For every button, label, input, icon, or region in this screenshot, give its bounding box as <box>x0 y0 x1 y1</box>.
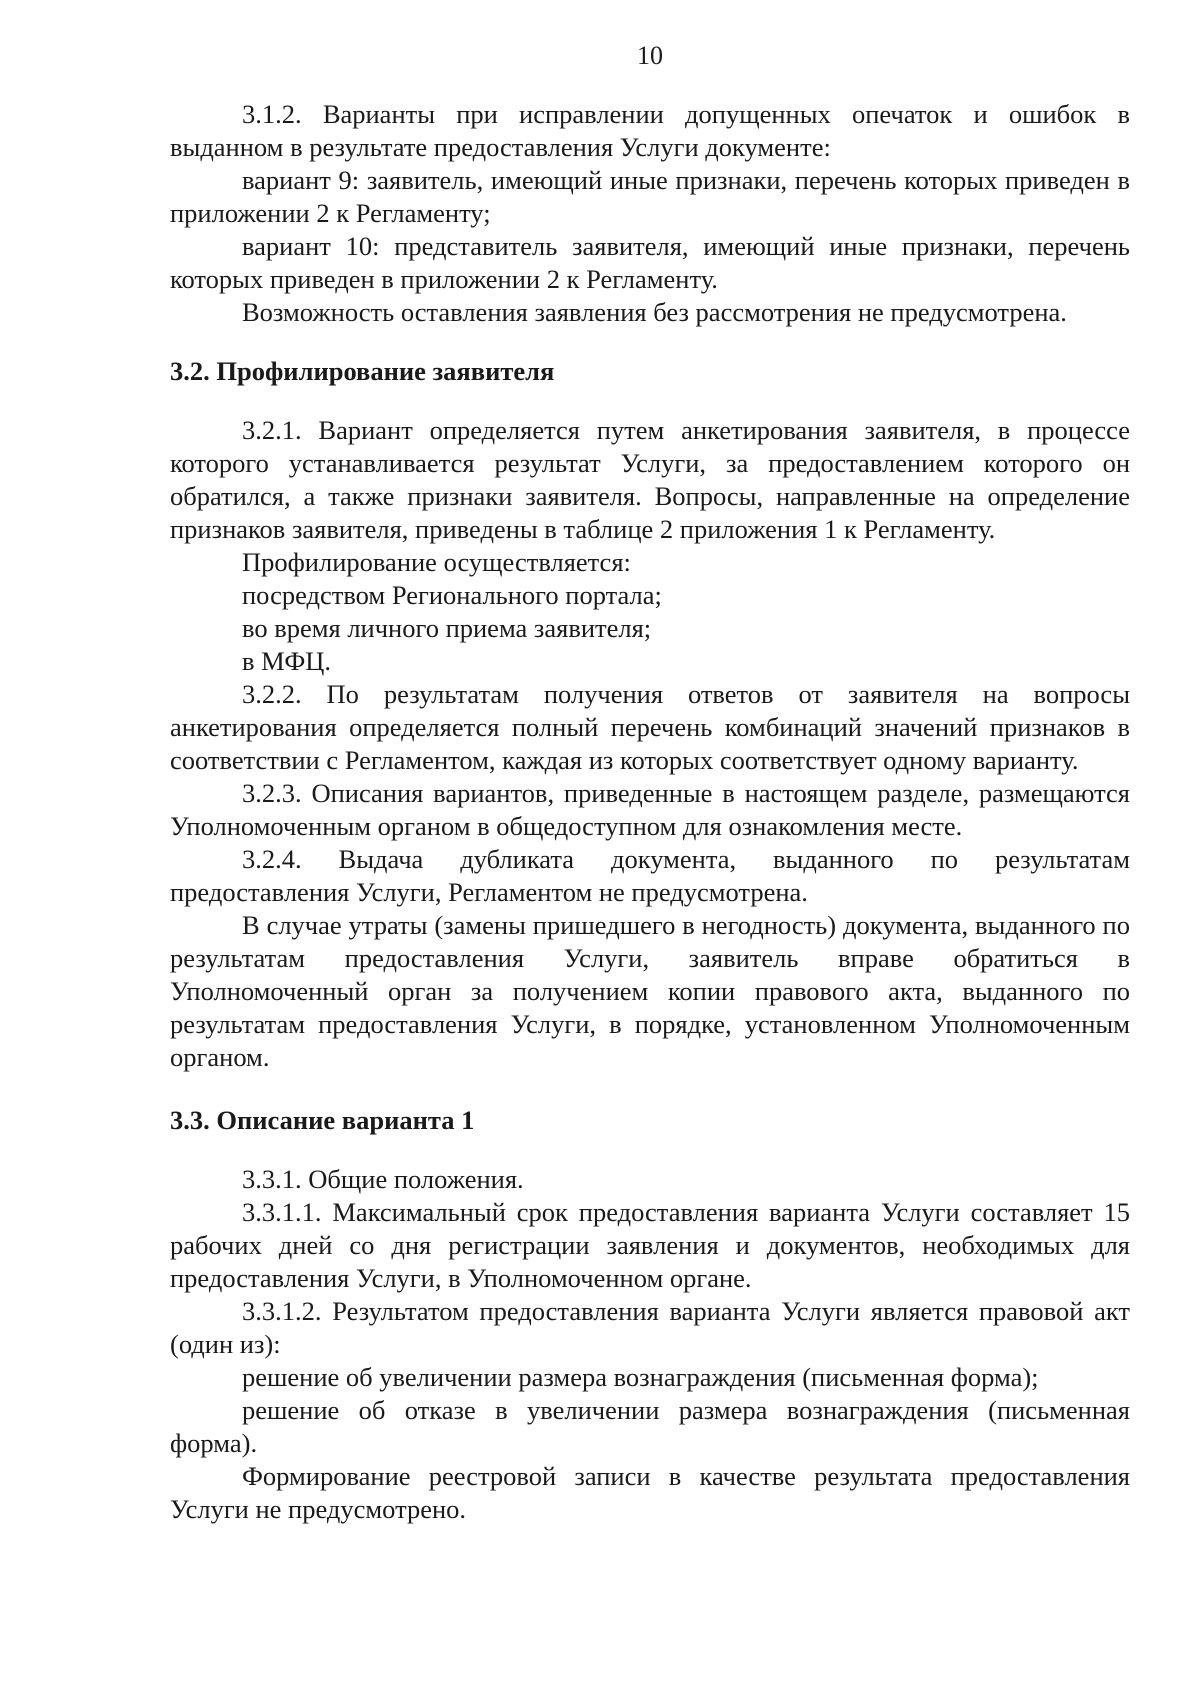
paragraph-variant-10: вариант 10: представитель заявителя, имеющий иные признаки, перечень которых приведен в приложении 2 к Регламенту. <box>170 231 1130 294</box>
paragraph-3-3-1-2: 3.3.1.2. Результатом предоставления варианта Услуги является правовой акт (один из): <box>170 1296 1130 1359</box>
paragraph-3-3-1: 3.3.1. Общие положения. <box>242 1164 524 1194</box>
paragraph-registry-record: Формирование реестровой записи в качестве результата предоставления Услуги не предусмотрено. <box>170 1461 1130 1524</box>
paragraph-3-2-4: 3.2.4. Выдача дубликата документа, выданного по результатам предоставления Услуги, Регламентом не предусмотрена. <box>170 844 1130 907</box>
paragraph-decision-increase: решение об увеличении размера вознаграждения (письменная форма); <box>242 1362 1039 1392</box>
paragraph-loss-case: В случае утраты (замены пришедшего в негодность) документа, выданного по результатам предоставления Услуги, заявитель вправе обратиться в Уполномоченный орган за получением копии правового акта, выданного по результатам предоставления Услуги, в порядке, установленном Уполномоченным органом. <box>170 910 1130 1072</box>
paragraph-decision-refusal: решение об отказе в увеличении размера вознаграждения (письменная форма). <box>170 1395 1130 1458</box>
paragraph-3-1-2: 3.1.2. Варианты при исправлении допущенных опечаток и ошибок в выданном в результате предоставления Услуги документе: <box>170 99 1130 162</box>
paragraph-3-2-3: 3.2.3. Описания вариантов, приведенные в настоящем разделе, размещаются Уполномоченным органом в общедоступном для ознакомления месте. <box>170 778 1130 841</box>
paragraph-variant-9: вариант 9: заявитель, имеющий иные признаки, перечень которых приведен в приложении 2 к Регламенту; <box>170 165 1130 228</box>
paragraph-3-3-1-1: 3.3.1.1. Максимальный срок предоставления варианта Услуги составляет 15 рабочих дней со дня регистрации заявления и документов, необходимых для предоставления Услуги, в Уполномоченном органе. <box>170 1197 1130 1293</box>
page-number: 10 <box>637 41 663 70</box>
paragraph-personal-reception: во время личного приема заявителя; <box>242 613 652 643</box>
paragraph-profiling-intro: Профилирование осуществляется: <box>242 547 631 577</box>
paragraph-no-review: Возможность оставления заявления без рассмотрения не предусмотрена. <box>242 297 1067 327</box>
paragraph-3-2-2: 3.2.2. По результатам получения ответов от заявителя на вопросы анкетирования определяется полный перечень комбинаций значений признаков в соответствии с Регламентом, каждая из которых соответствует одному варианту. <box>170 679 1130 775</box>
paragraph-mfc: в МФЦ. <box>242 646 332 676</box>
section-heading-3-3: 3.3. Описание варианта 1 <box>170 1105 475 1135</box>
document-page <box>170 36 1130 1526</box>
paragraph-regional-portal: посредством Регионального портала; <box>242 580 662 610</box>
section-heading-3-2: 3.2. Профилирование заявителя <box>170 356 555 386</box>
paragraph-3-2-1: 3.2.1. Вариант определяется путем анкетирования заявителя, в процессе которого устанавливается результат Услуги, за предоставлением которого он обратился, а также признаки заявителя. Вопросы, направленные на определение признаков заявителя, приведены в таблице 2 приложения 1 к Регламенту. <box>170 415 1130 544</box>
